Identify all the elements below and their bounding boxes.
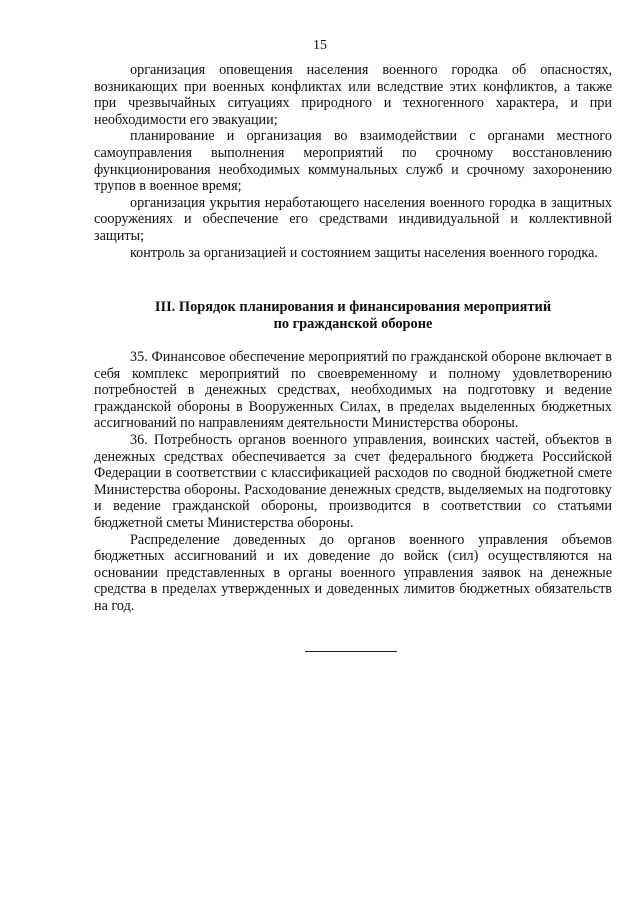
section-body <box>94 349 612 615</box>
paragraph-36: 36. Потребность органов военного управления, воинских частей, объектов в денежных средствах обеспечивается за счет федерального бюджета Российской Федерации в соответствии с классификацией расходов по сводной бюджетной смете Министерства обороны. Расходование денежных средств, выделяемых на подготовку и ведение гражданской обороны, производится в соответствии со статьями бюджетной сметы Министерства обороны. <box>94 431 612 531</box>
page-number: 15 <box>313 38 327 53</box>
list-item-planning: планирование и организация во взаимодействии с органами местного самоуправления выполнения мероприятий по срочному восстановлению функционирования необходимых коммунальных служб и срочному захоронению трупов в военное время; <box>94 128 612 195</box>
end-divider <box>305 651 397 652</box>
paragraph-distribution: Распределение доведенных до органов военного управления объемов бюджетных ассигнований и их доведение до войск (сил) осуществляются на основании представленных в органы военного управления заявок на денежные средства в пределах утвержденных и доведенных лимитов бюджетных обязательств на год. <box>94 531 612 614</box>
list-item-control: контроль за организацией и состоянием защиты населения военного городка. <box>130 244 598 261</box>
list-block <box>94 62 612 261</box>
paragraph-35: 35. Финансовое обеспечение мероприятий по гражданской обороне включает в себя комплекс мероприятий по своевременному и полному удовлетворению потребностей в денежных средствах, необходимых на подготовку и ведение гражданской обороны в Вооруженных Силах, в пределах выделенных бюджетных ассигнований по направлениям деятельности Министерства обороны. <box>94 349 612 432</box>
list-item-shelter: организация укрытия неработающего населения военного городка в защитных сооружениях и обеспечение его средствами индивидуальной и коллективной защиты; <box>94 194 612 244</box>
list-item-notification: организация оповещения населения военного городка об опасностях, возникающих при военных конфликтах или вследствие этих конфликтов, а также при чрезвычайных ситуациях природного и техногенного характера, и при необходимости его эвакуации; <box>94 62 612 128</box>
section-heading-line-2: по гражданской обороне <box>273 316 433 332</box>
section-heading-line-1: III. Порядок планирования и финансирования мероприятий <box>154 299 552 315</box>
section-heading <box>94 299 612 333</box>
